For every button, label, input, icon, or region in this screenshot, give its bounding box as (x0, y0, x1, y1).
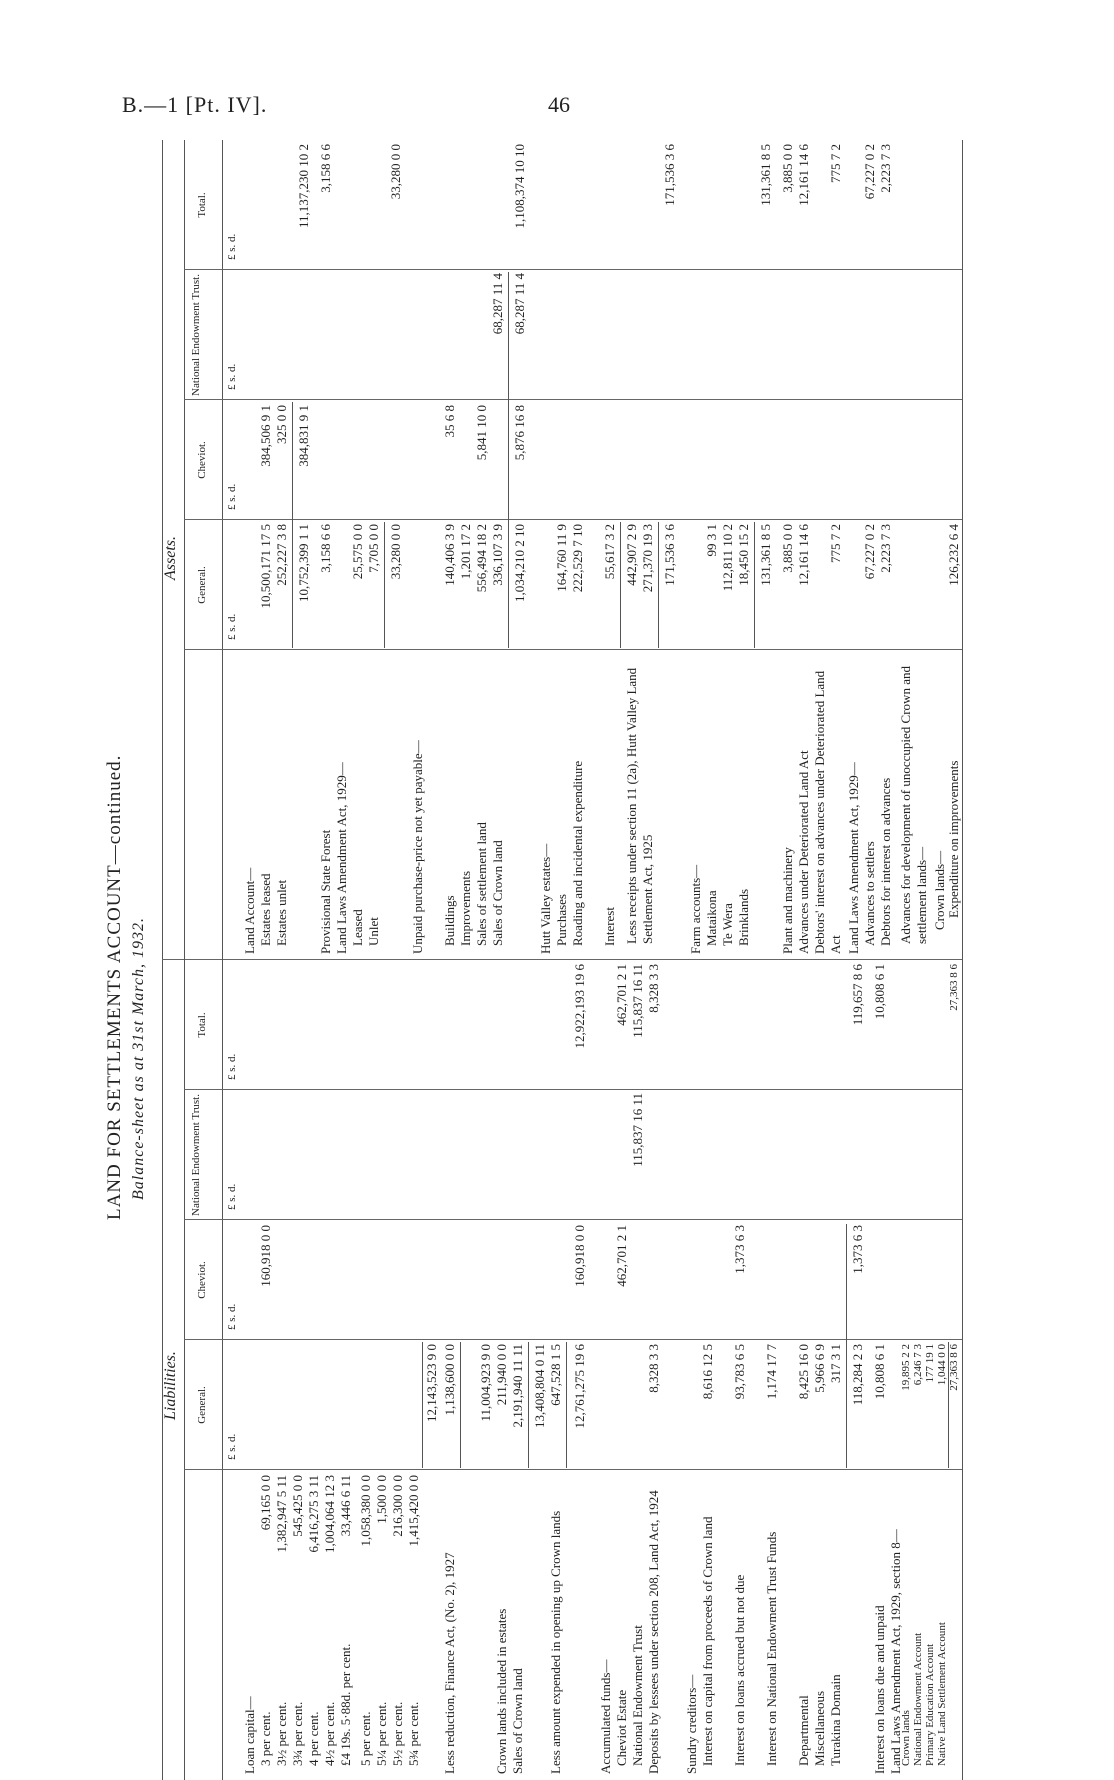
unpaid-item-cheviot: 35 6 8 (442, 405, 457, 438)
unpaid-item-general: 556,494 18 2 (474, 524, 489, 593)
liab-col-general: General. (196, 1386, 208, 1424)
land-item-label: Estates unlet (274, 879, 289, 946)
sundry-item-general: 1,174 17 7 (764, 1344, 779, 1400)
sundry-item-general: 8,425 16 0 (796, 1344, 811, 1400)
less-expended-total: 12,922,193 19 6 (572, 964, 587, 1049)
llaa2-item-general: 2,223 7 3 (878, 524, 893, 573)
unpaid-item-general: 336,107 3 9 (490, 524, 505, 586)
other-general: 775 7 2 (828, 524, 843, 563)
provisional-total: 3,158 6 6 (318, 144, 333, 193)
rule (566, 1342, 567, 1468)
loan-rate: 4½ per cent. (322, 1701, 337, 1766)
loan-amount: 216,300 0 0 (390, 1475, 405, 1537)
net-after-reduction: 11,004,923 9 0 (478, 1344, 493, 1422)
farm-sub: 131,361 8 5 (758, 524, 773, 586)
land-item-cheviot: 384,506 9 1 (258, 405, 273, 467)
advances-dev-sub: Crown lands— (932, 850, 947, 930)
assets-head-bottom (222, 140, 223, 960)
ll-subtotal: 27,363 8 6 (948, 1344, 960, 1391)
assets-head-top (184, 140, 185, 960)
ll-item-label: Primary Education Account (924, 1643, 936, 1766)
ll-item-label: Crown lands (900, 1710, 912, 1766)
deposits-label: Deposits by lessees under section 208, Land Act, 1924 (646, 1490, 661, 1774)
other-label: Debtors' interest on advances under Deteriorated Land Act (812, 670, 843, 954)
rule (754, 522, 755, 648)
farm-label: Farm accounts— (688, 864, 703, 954)
llaa-item-general: 7,705 0 0 (366, 524, 381, 573)
frame-top (162, 140, 163, 1780)
rule (620, 522, 621, 648)
crown-lands-label: Crown lands included in estates (494, 1608, 509, 1774)
less-expended-label: Less amount expended in opening up Crown lands (548, 1510, 563, 1774)
other-total: 12,161 14 6 (796, 144, 811, 206)
sundry-item-label: Interest on capital from proceeds of Crown land (700, 1516, 715, 1766)
sales-crown-total: 13,408,804 0 11 (532, 1344, 547, 1429)
crown-lands-general: 211,940 0 0 (494, 1344, 509, 1406)
loan-rate: 4 per cent. (306, 1711, 321, 1766)
assets-col-total: Total. (196, 192, 208, 218)
ll-total: 27,363 8 6 (948, 964, 960, 1011)
sales-crown-general: 2,191,940 11 11 (510, 1344, 525, 1428)
less-reduction-label: Less reduction, Finance Act, (No. 2), 1927 (442, 1552, 457, 1774)
advances-dev-item-label: Expenditure on improvements (946, 760, 961, 918)
rule (292, 402, 293, 648)
sundry-item-cheviot: 1,373 6 3 (732, 1225, 747, 1274)
hutt-net: 171,536 3 6 (662, 524, 677, 586)
loan-amount: 1,058,380 0 0 (358, 1475, 373, 1547)
loan-amount: 545,425 0 0 (290, 1475, 305, 1537)
interest-due-total: 10,808 6 1 (872, 964, 887, 1020)
unpaid-item-cheviot: 5,841 10 0 (474, 405, 489, 461)
units-label: £ s. d. (226, 363, 238, 390)
loan-rate: 3 per cent. (258, 1711, 273, 1766)
land-laws-label: Land Laws Amendment Act, 1929, section 8— (888, 1529, 903, 1774)
advances-dev-label: Advances for development of unoccupied Crown and settlement lands— (898, 666, 929, 944)
loan-amount: 69,165 0 0 (258, 1475, 273, 1531)
loan-rate: 5¼ per cent. (374, 1701, 389, 1766)
land-account-label: Land Account— (242, 867, 257, 954)
units-label: £ s. d. (226, 233, 238, 260)
llaa-total: 33,280 0 0 (388, 144, 403, 200)
unpaid-item-net: 68,287 11 4 (490, 273, 505, 335)
land-item-cheviot: 325 0 0 (274, 405, 289, 444)
sundry-item-label: Interest on loans accrued but not due (732, 1574, 747, 1766)
loan-amount: 1,382,947 5 11 (274, 1475, 289, 1553)
loan-amount: 33,446 6 11 (338, 1475, 353, 1537)
other-general: 12,161 14 6 (796, 524, 811, 586)
llaa2-item-label: Advances to settlers (862, 841, 877, 946)
rule (422, 1342, 423, 1468)
interest-due-label: Interest on loans due and unpaid (872, 1605, 887, 1774)
llaa2-item-general: 67,227 0 2 (862, 524, 877, 580)
cheviot-estate-label: Cheviot Estate (614, 1689, 629, 1766)
liab-head-top (184, 960, 185, 1780)
ll-item-label: Native Land Settlement Account (936, 1622, 948, 1766)
assets-col-divider (184, 399, 962, 400)
net-trust-label: National Endowment Trust (630, 1625, 645, 1766)
hutt-item-general: 55,617 3 2 (602, 524, 617, 580)
liab-col-total: Total. (196, 1012, 208, 1038)
unpaid-sub-general: 1,034,210 2 10 (512, 524, 527, 602)
ll-item-general: 6,246 7 3 (912, 1344, 924, 1386)
units-label: £ s. d. (226, 613, 238, 640)
assets-col-cheviot: Cheviot. (196, 441, 208, 479)
hutt-label: Hutt Valley estates— (538, 843, 553, 954)
document-subtitle: Balance-sheet as at 31st March, 1932. (130, 916, 147, 1200)
rule (384, 522, 385, 648)
liab-col-divider (184, 1089, 962, 1090)
loan-capital-label: Loan capital— (242, 1696, 257, 1774)
units-label: £ s. d. (226, 1053, 238, 1080)
unpaid-item-general: 1,201 17 2 (458, 524, 473, 580)
sundry-subtotal-general: 118,284 2 3 (850, 1344, 865, 1406)
accumulated-label: Accumulated funds— (598, 1659, 613, 1774)
hutt-less-label: Less receipts under section 11 (2a), Hutt Valley Land Settlement Act, 1925 (624, 667, 655, 944)
hutt-total: 171,536 3 6 (662, 144, 677, 206)
farm-item-label: Mataikona (704, 890, 719, 946)
rule (460, 1342, 461, 1468)
liab-col-divider (184, 1469, 962, 1470)
net-trust-total: 115,837 16 11 (630, 964, 645, 1038)
loan-rate: 3½ per cent. (274, 1701, 289, 1766)
liabilities-heading: Liabilities. (162, 1351, 179, 1420)
liab-head-bottom (222, 960, 223, 1780)
provisional-general: 3,158 6 6 (318, 524, 333, 573)
frame-bottom (962, 140, 963, 1780)
advances-dev-item-general: 126,232 6 4 (946, 524, 961, 586)
units-label: £ s. d. (226, 1183, 238, 1210)
units-label: £ s. d. (226, 483, 238, 510)
other-general: 3,885 0 0 (780, 524, 795, 573)
loan-rate: 5 per cent. (358, 1711, 373, 1766)
liab-col-cheviot: Cheviot. (196, 1261, 208, 1299)
loan-amount: 1,415,420 0 0 (406, 1475, 421, 1547)
llaa2-label: Land Laws Amendment Act, 1929— (846, 762, 861, 954)
provisional-label: Provisional State Forest (318, 829, 333, 954)
sundry-subtotal-cheviot: 1,373 6 3 (850, 1225, 865, 1274)
interest-due-general: 10,808 6 1 (872, 1344, 887, 1400)
other-total: 3,885 0 0 (780, 144, 795, 193)
hutt-sub: 442,907 2 9 (624, 524, 639, 586)
ll-item-general: 1,044 0 0 (936, 1344, 948, 1386)
llaa-label: Land Laws Amendment Act, 1929— (334, 762, 349, 954)
hutt-item-general: 164,760 11 9 (554, 524, 569, 592)
unpaid-item-general: 140,406 3 9 (442, 524, 457, 586)
rule (508, 272, 509, 648)
less-reduction-general: 1,138,600 0 0 (442, 1344, 457, 1416)
ll-item-general: 177 19 1 (924, 1344, 936, 1383)
farm-item-general: 112,811 10 2 (720, 524, 735, 592)
unpaid-sub-net: 68,287 11 4 (512, 273, 527, 335)
loan-subtotal: 12,143,523 9 0 (424, 1344, 439, 1422)
assets-col-net: National Endowment Trust. (190, 274, 202, 396)
sundry-item-label: Miscellaneous (812, 1690, 827, 1766)
hutt-item-label: Purchases (554, 894, 569, 946)
farm-total: 131,361 8 5 (758, 144, 773, 206)
units-label: £ s. d. (226, 1303, 238, 1330)
loan-amount: 1,004,064 12 3 (322, 1475, 337, 1553)
sundry-item-general: 8,616 12 5 (700, 1344, 715, 1400)
farm-item-general: 18,450 15 2 (736, 524, 751, 586)
assets-heading: Assets. (162, 536, 179, 580)
llaa2-item-total: 67,227 0 2 (862, 144, 877, 200)
rule (528, 1342, 529, 1468)
deposits-general: 8,328 3 3 (646, 1344, 661, 1393)
cheviot-estate-total: 462,701 2 1 (614, 964, 629, 1026)
farm-item-label: Brinklands (736, 888, 751, 946)
loan-rate: £4 19s. 5·88d. per cent. (338, 1643, 353, 1766)
hutt-item-label: Interest (602, 907, 617, 946)
farm-item-general: 99 3 1 (704, 524, 719, 557)
sundry-label: Sundry creditors— (684, 1674, 699, 1774)
less-expended-net: 12,761,275 19 6 (572, 1344, 587, 1429)
land-total: 11,137,230 10 2 (296, 144, 311, 229)
loan-amount: 6,416,275 3 11 (306, 1475, 321, 1553)
ll-item-label: National Endowment Account (912, 1632, 924, 1766)
liab-col-net: National Endowment Trust. (190, 1094, 202, 1216)
llaa-item-label: Leased (350, 909, 365, 946)
unpaid-item-label: Sales of Crown land (490, 840, 505, 946)
assets-col-general: General. (196, 566, 208, 604)
hutt-less-general: 271,370 19 3 (640, 524, 655, 593)
page-number: 46 (548, 92, 570, 117)
farm-item-label: Te Wera (720, 903, 735, 946)
assets-col-divider (184, 519, 962, 520)
sundry-item-general: 317 3 1 (828, 1344, 843, 1383)
loan-rate: 3¾ per cent. (290, 1701, 305, 1766)
rotated-balance-sheet (92, 140, 992, 1780)
hutt-item-general: 222,529 7 10 (570, 524, 585, 593)
hutt-item-label: Roading and incidental expenditure (570, 760, 585, 946)
other-label: Plant and machinery (780, 847, 795, 954)
rule (846, 1224, 847, 1468)
land-item-label: Estates leased (258, 873, 273, 946)
less-expended-cheviot: 160,918 0 0 (572, 1225, 587, 1287)
land-sub-cheviot: 384,831 9 1 (296, 405, 311, 467)
llaa2-item-total: 2,223 7 3 (878, 144, 893, 193)
sundry-item-general: 93,783 6 5 (732, 1344, 747, 1400)
land-item-general: 252,227 3 8 (274, 524, 289, 586)
rule (658, 522, 659, 648)
unpaid-sub-cheviot: 5,876 16 8 (512, 405, 527, 461)
llaa-item-general: 25,575 0 0 (350, 524, 365, 580)
page-reference: B.—1 [Pt. IV]. (122, 92, 268, 117)
units-label: £ s. d. (226, 1433, 238, 1460)
sundry-item-label: Turakina Domain (828, 1674, 843, 1766)
deposits-total: 8,328 3 3 (646, 964, 661, 1013)
loan-rate: 5½ per cent. (390, 1701, 405, 1766)
loan-amount: 1,500 0 0 (374, 1475, 389, 1524)
sundry-total: 119,657 8 6 (850, 964, 865, 1026)
loan-rate: 5¾ per cent. (406, 1701, 421, 1766)
cheviot-loan: 160,918 0 0 (258, 1225, 273, 1287)
document-title: LAND FOR SETTLEMENTS ACCOUNT—continued. (104, 754, 125, 1220)
ll-item-general: 19,895 2 2 (900, 1344, 912, 1391)
unpaid-item-label: Sales of settlement land (474, 822, 489, 946)
sundry-item-label: Interest on National Endowment Trust Funds (764, 1531, 779, 1766)
other-total: 775 7 2 (828, 144, 843, 183)
less-expended-general: 647,528 1 5 (548, 1344, 563, 1406)
unpaid-item-label: Buildings (442, 895, 457, 946)
center-divider (162, 959, 962, 960)
land-item-general: 10,500,171 17 5 (258, 524, 273, 609)
unpaid-label: Unpaid purchase-price not yet payable— (410, 740, 425, 954)
sales-crown-label: Sales of Crown land (510, 1668, 525, 1774)
sundry-item-general: 5,966 6 9 (812, 1344, 827, 1393)
llaa-sub: 33,280 0 0 (388, 524, 403, 580)
llaa-item-label: Unlet (366, 917, 381, 946)
net-trust-net: 115,837 16 11 (630, 1093, 645, 1167)
land-sub-general: 10,752,399 1 1 (296, 524, 311, 602)
unpaid-item-label: Improvements (458, 870, 473, 946)
other-label: Advances under Deteriorated Land Act (796, 750, 811, 954)
sundry-item-label: Departmental (796, 1695, 811, 1766)
cheviot-estate-cheviot: 462,701 2 1 (614, 1225, 629, 1287)
liab-col-divider (184, 1219, 962, 1220)
llaa2-item-label: Debtors for interest on advances (878, 777, 893, 946)
unpaid-total: 1,108,374 10 10 (512, 144, 527, 229)
assets-col-divider (184, 269, 962, 270)
